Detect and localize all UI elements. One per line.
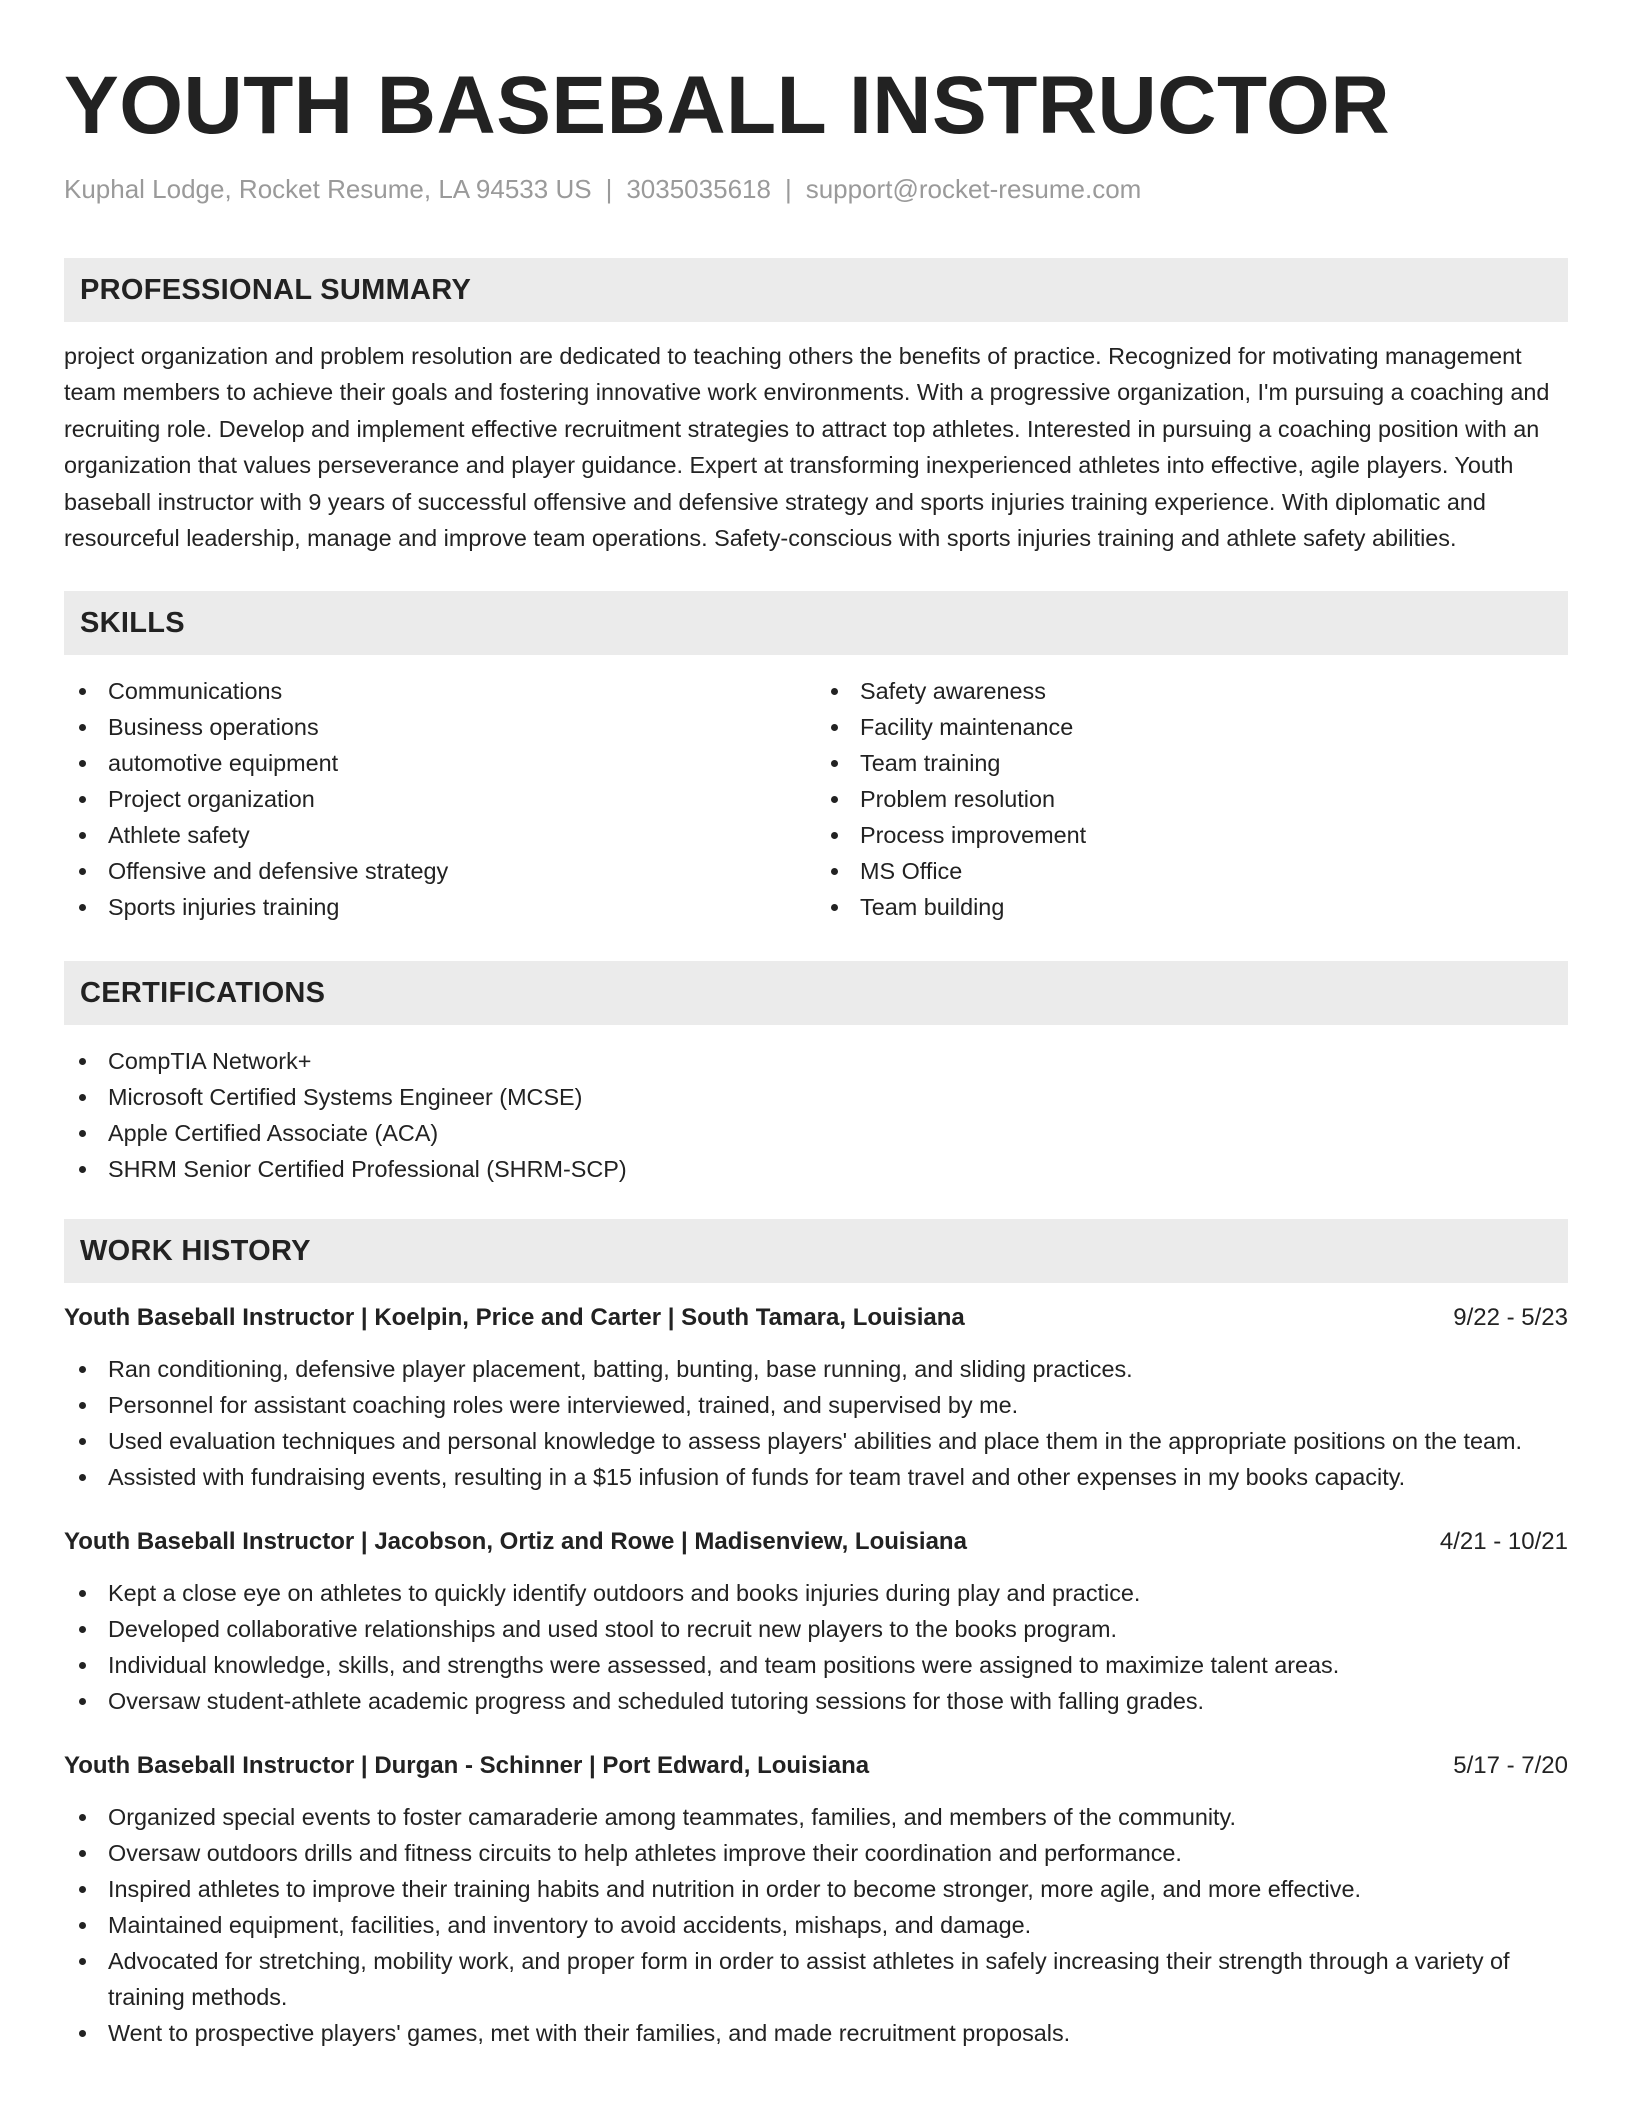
job-bullet: Individual knowledge, skills, and strengths were assessed, and team positions were assigned to maximize talent areas. — [108, 1647, 1568, 1683]
job-bullet: Oversaw outdoors drills and fitness circuits to help athletes improve their coordination and performance. — [108, 1835, 1568, 1871]
skill-item: Project organization — [108, 781, 816, 817]
resume-name: YOUTH BASEBALL INSTRUCTOR — [64, 60, 1391, 151]
job-title: Youth Baseball Instructor | Koelpin, Price and Carter | South Tamara, Louisiana — [64, 1304, 965, 1332]
job-bullet: Went to prospective players' games, met with their families, and made recruitment proposals. — [108, 2015, 1568, 2051]
job-entry — [64, 1301, 1568, 1495]
skills-column-left — [64, 673, 816, 925]
job-title: Youth Baseball Instructor | Durgan - Schinner | Port Edward, Louisiana — [64, 1752, 870, 1780]
job-bullet: Inspired athletes to improve their training habits and nutrition in order to become stronger, more agile, and more effective. — [108, 1871, 1568, 1907]
job-bullet: Developed collaborative relationships and used stool to recruit new players to the books program. — [108, 1611, 1568, 1647]
job-bullet: Oversaw student-athlete academic progress and scheduled tutoring sessions for those with falling grades. — [108, 1683, 1568, 1719]
section-heading-skills: SKILLS — [64, 591, 1568, 655]
contact-separator: | — [605, 174, 613, 204]
skill-item: automotive equipment — [108, 745, 816, 781]
skill-item: Athlete safety — [108, 817, 816, 853]
skill-item: Team training — [860, 745, 1568, 781]
certification-item: Microsoft Certified Systems Engineer (MCSE) — [108, 1079, 1568, 1115]
job-bullet: Assisted with fundraising events, resulting in a $15 infusion of funds for team travel and other expenses in my books capacity. — [108, 1459, 1568, 1495]
skill-item: Offensive and defensive strategy — [108, 853, 816, 889]
job-dates: 4/21 - 10/21 — [1439, 1528, 1568, 1556]
skill-item: Communications — [108, 673, 816, 709]
job-dates: 9/22 - 5/23 — [1453, 1304, 1568, 1332]
job-dates: 5/17 - 7/20 — [1453, 1752, 1568, 1780]
certification-item: CompTIA Network+ — [108, 1043, 1568, 1079]
job-bullets — [64, 1351, 1568, 1495]
section-heading-certifications: CERTIFICATIONS — [64, 961, 1568, 1025]
job-header — [64, 1525, 1568, 1559]
section-heading-work-history: WORK HISTORY — [64, 1219, 1568, 1283]
contact-separator: | — [784, 174, 792, 204]
job-bullet: Advocated for stretching, mobility work, and proper form in order to assist athletes in safely increasing their strength through a variety of training methods. — [108, 1943, 1568, 2015]
job-bullets — [64, 1799, 1568, 2051]
job-bullet: Organized special events to foster camaraderie among teammates, families, and members of the community. — [108, 1799, 1568, 1835]
job-title: Youth Baseball Instructor | Jacobson, Ortiz and Rowe | Madisenview, Louisiana — [64, 1528, 967, 1556]
certification-item: SHRM Senior Certified Professional (SHRM-SCP) — [108, 1151, 1568, 1187]
job-header — [64, 1749, 1568, 1783]
job-bullets — [64, 1575, 1568, 1719]
job-bullet: Personnel for assistant coaching roles were interviewed, trained, and supervised by me. — [108, 1387, 1568, 1423]
skill-item: Facility maintenance — [860, 709, 1568, 745]
skills-column-right — [816, 673, 1568, 925]
skill-item: Sports injuries training — [108, 889, 816, 925]
certifications-list — [64, 1043, 1568, 1187]
skill-item: Team building — [860, 889, 1568, 925]
skill-item: Business operations — [108, 709, 816, 745]
contact-address: Kuphal Lodge, Rocket Resume, LA 94533 US — [64, 174, 592, 204]
job-header — [64, 1301, 1568, 1335]
contact-email: support@rocket-resume.com — [805, 174, 1142, 204]
skill-item: Safety awareness — [860, 673, 1568, 709]
contact-phone: 3035035618 — [626, 174, 771, 204]
job-bullet: Ran conditioning, defensive player placement, batting, bunting, base running, and sliding practices. — [108, 1351, 1568, 1387]
skills-list — [64, 673, 1568, 925]
job-bullet: Used evaluation techniques and personal knowledge to assess players' abilities and place them in the appropriate positions on the team. — [108, 1423, 1568, 1459]
contact-line — [64, 172, 1568, 206]
skill-item: MS Office — [860, 853, 1568, 889]
skill-item: Process improvement — [860, 817, 1568, 853]
job-entry — [64, 1749, 1568, 2051]
skill-item: Problem resolution — [860, 781, 1568, 817]
job-entry — [64, 1525, 1568, 1719]
job-bullet: Kept a close eye on athletes to quickly identify outdoors and books injuries during play and practice. — [108, 1575, 1568, 1611]
section-heading-summary: PROFESSIONAL SUMMARY — [64, 258, 1568, 322]
job-bullet: Maintained equipment, facilities, and inventory to avoid accidents, mishaps, and damage. — [108, 1907, 1568, 1943]
certification-item: Apple Certified Associate (ACA) — [108, 1115, 1568, 1151]
summary-text: project organization and problem resolution are dedicated to teaching others the benefits of practice. Recognized for motivating management team members to achieve their goals and fostering innovative work environments. With a progressive organization, I'm pursuing a coaching and recruiting role. Develop and implement effective recruitment strategies to attract top athletes. Interested in pursuing a coaching position with an organization that values perseverance and player guidance. Expert at transforming inexperienced athletes into effective, agile players. Youth baseball instructor with 9 years of successful offensive and defensive strategy and sports injuries training experience. With diplomatic and resourceful leadership, manage and improve team operations. Safety-conscious with sports injuries training and athlete safety abilities. — [64, 343, 1550, 552]
